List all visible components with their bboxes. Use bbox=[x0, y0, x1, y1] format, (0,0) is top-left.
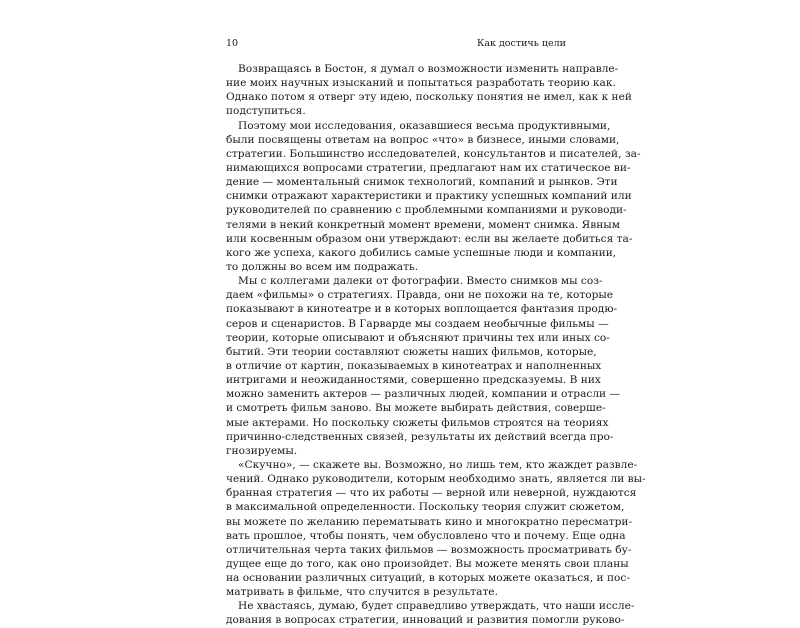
text-line: руководителей по сравнению с проблемными компаниями и руководи- bbox=[226, 204, 627, 217]
running-title: Как достичь цели bbox=[476, 38, 566, 49]
text-line: Однако потом я отверг эту идею, поскольку понятия не имел, как к ней bbox=[226, 91, 632, 104]
text-line: можно заменить актеров — различных людей, компании и отрасли — bbox=[226, 388, 621, 401]
text-line: Поэтому мои исследования, оказавшиеся весьма продуктивными, bbox=[238, 119, 611, 132]
text-line: стратегии. Большинство исследователей, консультантов и писателей, за- bbox=[226, 147, 641, 160]
text-line: чений. Однако руководители, которым необходимо знать, является ли вы- bbox=[226, 473, 646, 486]
text-line: или косвенным образом они утверждают: если вы желаете добиться та- bbox=[226, 232, 633, 245]
text-line: Возвращаясь в Бостон, я думал о возможности изменить направле- bbox=[238, 63, 619, 75]
text-line: дования в вопросах стратегии, инноваций и развития помогли руково- bbox=[226, 614, 625, 627]
text-line: серов и сценаристов. В Гарварде мы создаем необычные фильмы — bbox=[226, 317, 609, 330]
text-line: Мы с коллегами далеки от фотографии. Вместо снимков мы соз- bbox=[238, 275, 603, 288]
text-line: на основании различных ситуаций, в которых можете оказаться, и пос- bbox=[226, 572, 630, 585]
text-line: были посвящены ответам на вопрос «что» в бизнесе, иными словами, bbox=[226, 133, 620, 146]
text-line: подступиться. bbox=[226, 105, 306, 118]
text-line: бранная стратегия — что их работы — верной или неверной, нуждаются bbox=[226, 487, 637, 500]
text-line: кого же успеха, какого добились самые успешные люди и компании, bbox=[226, 246, 617, 259]
text-line: Не хвастаясь, думаю, будет справедливо утверждать, что наши иссле- bbox=[238, 600, 635, 613]
text-line: отличительная черта таких фильмов — возможность просматривать бу- bbox=[226, 543, 632, 556]
text-line: ние моих научных изысканий и попытаться разработать теорию как. bbox=[226, 77, 616, 90]
text-line: даем «фильмы» о стратегиях. Правда, они не похожи на те, которые bbox=[226, 289, 614, 302]
text-line: «Скучно», — скажете вы. Возможно, но лишь тем, кто жаждет развле- bbox=[238, 458, 638, 471]
page-number: 10 bbox=[226, 38, 239, 49]
text-line: дущее еще до того, как оно произойдет. Вы можете менять свои планы bbox=[226, 557, 629, 570]
text-line: мые актерами. Но поскольку сюжеты фильмов строятся на теориях bbox=[226, 416, 609, 429]
book-page bbox=[226, 32, 646, 627]
text-line: то должны во всем им подражать. bbox=[226, 260, 419, 273]
text-line: интригами и неожиданностями, совершенно предсказуемы. В них bbox=[226, 374, 601, 387]
text-line: в максимальной определенности. Поскольку теория служит сюжетом, bbox=[226, 501, 625, 514]
text-line: гнозируемы. bbox=[226, 444, 298, 457]
text-line: показывают в кинотеатре и в которых воплощается фантазия продю- bbox=[226, 303, 618, 316]
text-line: причинно-следственных связей, результаты их действий всегда про- bbox=[226, 430, 614, 443]
text-line: и смотреть фильм заново. Вы можете выбирать действия, соверше- bbox=[226, 402, 606, 415]
text-line: нимающихся вопросами стратегии, предлагают нам их статическое ви- bbox=[226, 161, 631, 174]
text-line: снимки отражают характеристики и практику успешных компаний или bbox=[226, 190, 632, 203]
text-line: теории, которые описывают и объясняют причины тех или иных со- bbox=[226, 331, 610, 344]
text-line: дение — моментальный снимок технологий, компаний и рынков. Эти bbox=[226, 176, 618, 189]
text-line: в отличие от картин, показываемых в кинотеатрах и наполненных bbox=[226, 359, 602, 372]
text-line: бытий. Эти теории составляют сюжеты наших фильмов, которые, bbox=[226, 345, 597, 358]
text-line: вать прошлое, чтобы понять, чем обусловлено что и почему. Еще одна bbox=[226, 529, 626, 542]
body-text bbox=[226, 62, 646, 628]
text-line: матривать в фильме, что случится в результате. bbox=[226, 586, 498, 599]
text-line: вы можете по желанию перематывать кино и многократно пересматри- bbox=[226, 515, 633, 528]
text-line: телями в некий конкретный момент времени, момент снимка. Явным bbox=[226, 218, 620, 231]
